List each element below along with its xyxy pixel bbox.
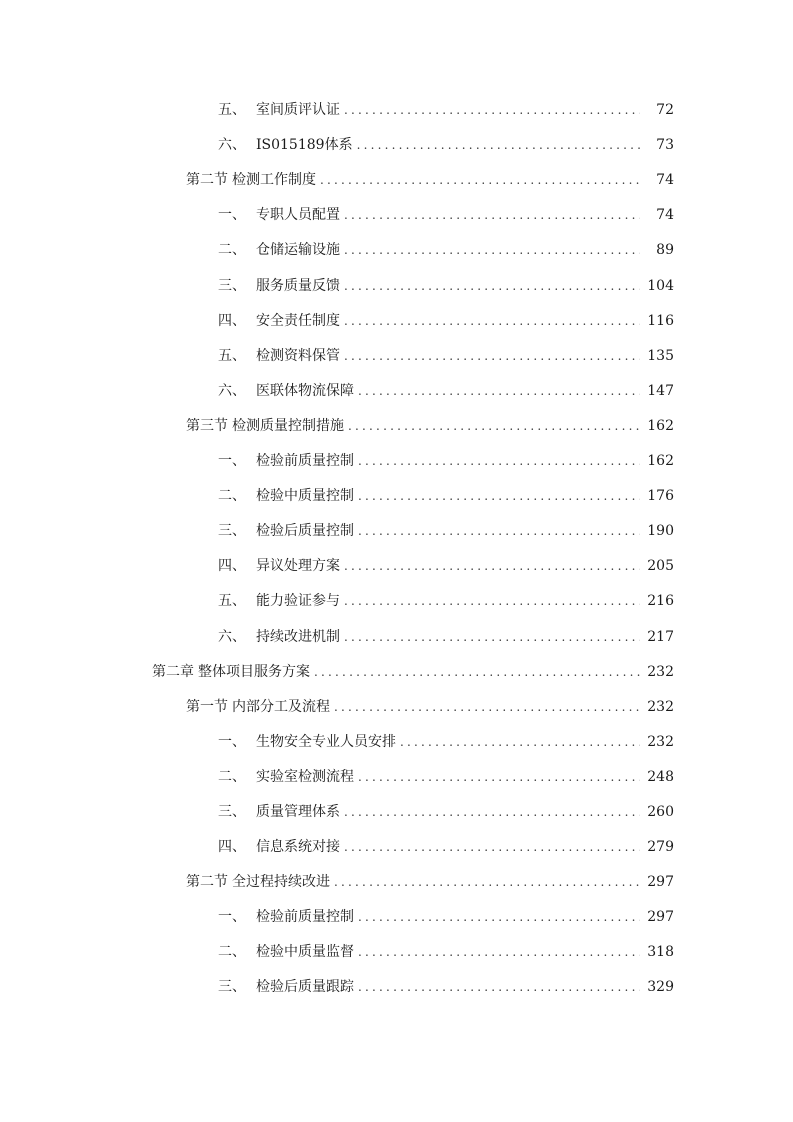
toc-entry-page-number: 205	[647, 558, 674, 575]
toc-entry-number: 一、	[218, 733, 246, 750]
toc-entry[interactable]	[0, 761, 793, 796]
toc-dot-leader	[344, 592, 640, 610]
toc-entry-page-number: 318	[647, 944, 674, 961]
toc-entry-title: 质量管理体系	[256, 803, 340, 820]
toc-entry-page-number: 248	[647, 768, 674, 785]
toc-entry[interactable]	[0, 515, 793, 550]
toc-entry-number: 第三节	[186, 417, 228, 434]
toc-entry-title: 检验前质量控制	[256, 453, 354, 470]
toc-entry-page-number: 73	[656, 137, 674, 154]
toc-entry[interactable]	[0, 971, 793, 1006]
toc-entry-page-number: 217	[647, 628, 674, 645]
toc-dot-leader	[344, 347, 640, 365]
toc-entry-title: 检测质量控制措施	[232, 417, 344, 434]
toc-entry[interactable]	[0, 410, 793, 445]
toc-dot-leader	[358, 382, 640, 400]
toc-entry-title: 检测工作制度	[232, 172, 316, 189]
toc-entry-title: 能力验证参与	[256, 593, 340, 610]
toc-entry-page-number: 232	[647, 733, 674, 750]
toc-entry-page-number: 104	[647, 277, 674, 294]
toc-entry[interactable]	[0, 269, 793, 304]
toc-entry-number: 六、	[218, 382, 246, 399]
toc-entry[interactable]	[0, 199, 793, 234]
toc-entry[interactable]	[0, 375, 793, 410]
toc-entry[interactable]	[0, 620, 793, 655]
toc-entry-title: 检测资料保管	[256, 347, 340, 364]
toc-dot-leader	[344, 628, 640, 646]
toc-entry-page-number: 116	[647, 312, 674, 329]
toc-entry-title: 检验后质量控制	[256, 523, 354, 540]
toc-entry-page-number: 89	[656, 242, 674, 259]
toc-entry-number: 三、	[218, 803, 246, 820]
toc-entry-title: 异议处理方案	[256, 558, 340, 575]
toc-entry[interactable]	[0, 936, 793, 971]
toc-dot-leader	[314, 663, 640, 681]
toc-entry-page-number: 176	[647, 488, 674, 505]
toc-entry[interactable]	[0, 585, 793, 620]
toc-entry-title: 检验中质量监督	[256, 944, 354, 961]
toc-entry-title: 检验后质量跟踪	[256, 979, 354, 996]
toc-dot-leader	[358, 522, 640, 540]
toc-dot-leader	[344, 838, 640, 856]
toc-entry-number: 二、	[218, 944, 246, 961]
toc-entry-title: 检验中质量控制	[256, 488, 354, 505]
toc-entry-title: 生物安全专业人员安排	[256, 733, 396, 750]
toc-entry-page-number: 329	[647, 979, 674, 996]
toc-dot-leader	[357, 136, 640, 154]
toc-entry-number: 五、	[218, 593, 246, 610]
toc-entry-number: 第二章	[152, 663, 194, 680]
toc-entry[interactable]	[0, 305, 793, 340]
toc-entry-page-number: 232	[647, 698, 674, 715]
toc-entry-number: 五、	[218, 347, 246, 364]
toc-dot-leader	[344, 803, 640, 821]
toc-entry[interactable]	[0, 831, 793, 866]
toc-dot-leader	[400, 733, 640, 751]
toc-entry-page-number: 232	[647, 663, 674, 680]
toc-entry-page-number: 72	[656, 102, 674, 119]
toc-dot-leader	[348, 417, 640, 435]
toc-dot-leader	[344, 101, 640, 119]
toc-entry-number: 二、	[218, 488, 246, 505]
toc-dot-leader	[358, 452, 640, 470]
toc-dot-leader	[344, 206, 640, 224]
toc-entry[interactable]	[0, 901, 793, 936]
toc-entry-page-number: 162	[647, 453, 674, 470]
toc-entry-page-number: 162	[647, 417, 674, 434]
toc-entry-title: 仓储运输设施	[256, 242, 340, 259]
toc-entry-number: 第一节	[186, 698, 228, 715]
toc-entry-number: 六、	[218, 628, 246, 645]
toc-entry[interactable]	[0, 480, 793, 515]
toc-entry[interactable]	[0, 550, 793, 585]
toc-entry-title: 医联体物流保障	[256, 382, 354, 399]
toc-entry-number: 四、	[218, 839, 246, 856]
toc-entry-page-number: 297	[647, 909, 674, 926]
toc-entry-page-number: 190	[647, 523, 674, 540]
toc-entry[interactable]	[0, 691, 793, 726]
toc-entry[interactable]	[0, 234, 793, 269]
toc-dot-leader	[344, 241, 640, 259]
toc-entry-title: 室间质评认证	[256, 102, 340, 119]
toc-entry[interactable]	[0, 656, 793, 691]
toc-entry-title: 实验室检测流程	[256, 768, 354, 785]
toc-dot-leader	[358, 487, 640, 505]
toc-entry-page-number: 297	[647, 874, 674, 891]
toc-entry-title: 信息系统对接	[256, 839, 340, 856]
toc-entry-title: 整体项目服务方案	[198, 663, 310, 680]
toc-entry-number: 四、	[218, 312, 246, 329]
toc-entry[interactable]	[0, 164, 793, 199]
toc-entry-number: 五、	[218, 102, 246, 119]
toc-entry-number: 第二节	[186, 172, 228, 189]
toc-entry[interactable]	[0, 866, 793, 901]
toc-entry-title: 服务质量反馈	[256, 277, 340, 294]
toc-entry-page-number: 147	[647, 382, 674, 399]
toc-entry-number: 二、	[218, 242, 246, 259]
toc-entry[interactable]	[0, 445, 793, 480]
toc-entry[interactable]	[0, 129, 793, 164]
toc-dot-leader	[358, 978, 640, 996]
toc-entry-number: 六、	[218, 137, 246, 154]
toc-entry-number: 三、	[218, 979, 246, 996]
toc-entry-number: 一、	[218, 207, 246, 224]
toc-dot-leader	[358, 908, 640, 926]
toc-entry-title: IS015189体系	[256, 137, 353, 154]
toc-entry-page-number: 74	[656, 207, 674, 224]
toc-entry-number: 三、	[218, 277, 246, 294]
toc-entry-title: 持续改进机制	[256, 628, 340, 645]
toc-entry-page-number: 74	[656, 172, 674, 189]
toc-dot-leader	[334, 698, 640, 716]
toc-dot-leader	[334, 873, 640, 891]
toc-entry-page-number: 216	[647, 593, 674, 610]
toc-entry[interactable]	[0, 94, 793, 129]
toc-entry-page-number: 260	[647, 803, 674, 820]
toc-entry-number: 四、	[218, 558, 246, 575]
toc-entry-page-number: 279	[647, 839, 674, 856]
table-of-contents	[0, 94, 793, 1006]
toc-entry-page-number: 135	[647, 347, 674, 364]
toc-entry-number: 一、	[218, 453, 246, 470]
toc-dot-leader	[344, 277, 640, 295]
toc-entry-title: 全过程持续改进	[232, 874, 330, 891]
toc-entry-title: 内部分工及流程	[232, 698, 330, 715]
toc-dot-leader	[358, 943, 640, 961]
toc-entry-title: 安全责任制度	[256, 312, 340, 329]
toc-entry-number: 一、	[218, 909, 246, 926]
toc-dot-leader	[320, 171, 640, 189]
toc-entry-number: 二、	[218, 768, 246, 785]
toc-dot-leader	[344, 557, 640, 575]
toc-entry-number: 三、	[218, 523, 246, 540]
toc-dot-leader	[358, 768, 640, 786]
toc-entry[interactable]	[0, 726, 793, 761]
toc-entry-title: 专职人员配置	[256, 207, 340, 224]
toc-dot-leader	[344, 312, 640, 330]
toc-entry-title: 检验前质量控制	[256, 909, 354, 926]
toc-entry[interactable]	[0, 340, 793, 375]
toc-entry[interactable]	[0, 796, 793, 831]
toc-entry-number: 第二节	[186, 874, 228, 891]
